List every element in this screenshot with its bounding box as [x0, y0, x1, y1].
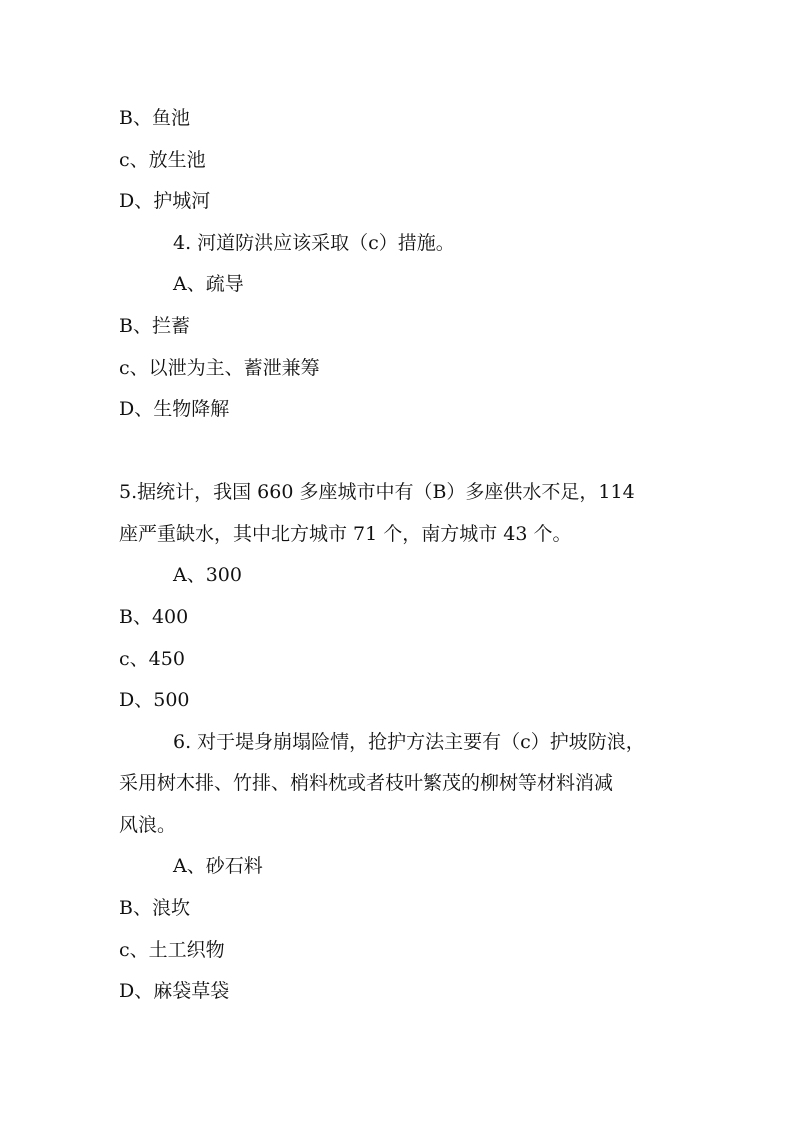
q6-option-a: A、砂石料 — [173, 855, 263, 877]
q5-option-b: B、400 — [119, 606, 189, 628]
q6-question-line2: 采用树木排、竹排、梢料枕或者枝叶繁茂的柳树等材料消减 — [119, 772, 614, 794]
q4-option-b: B、拦蓄 — [119, 315, 190, 337]
q4-option-a: A、疏导 — [173, 273, 244, 295]
q6-option-b: B、浪坎 — [119, 897, 190, 919]
q4-option-d: D、生物降解 — [119, 398, 230, 420]
q5-option-a: A、300 — [173, 564, 242, 586]
q4-option-c: c、以泄为主、蓄泄兼筹 — [119, 357, 320, 379]
q6-option-d: D、麻袋草袋 — [119, 980, 230, 1002]
q6-question-line3: 风浪。 — [119, 814, 177, 836]
q5-option-c: c、450 — [119, 648, 185, 670]
q5-question-line1: 5.据统计，我国 660 多座城市中有（B）多座供水不足，114 — [119, 481, 635, 503]
q3-option-b: B、鱼池 — [119, 107, 190, 129]
q4-question: 4. 河道防洪应该采取（c）措施。 — [173, 232, 455, 254]
q5-option-d: D、500 — [119, 689, 190, 711]
q5-question-line2: 座严重缺水，其中北方城市 71 个，南方城市 43 个。 — [119, 523, 572, 545]
q6-option-c: c、土工织物 — [119, 939, 225, 961]
q6-question-line1: 6. 对于堤身崩塌险情，抢护方法主要有（c）护坡防浪， — [173, 731, 645, 753]
q3-option-d: D、护城河 — [119, 190, 211, 212]
q3-option-c: c、放生池 — [119, 149, 206, 171]
